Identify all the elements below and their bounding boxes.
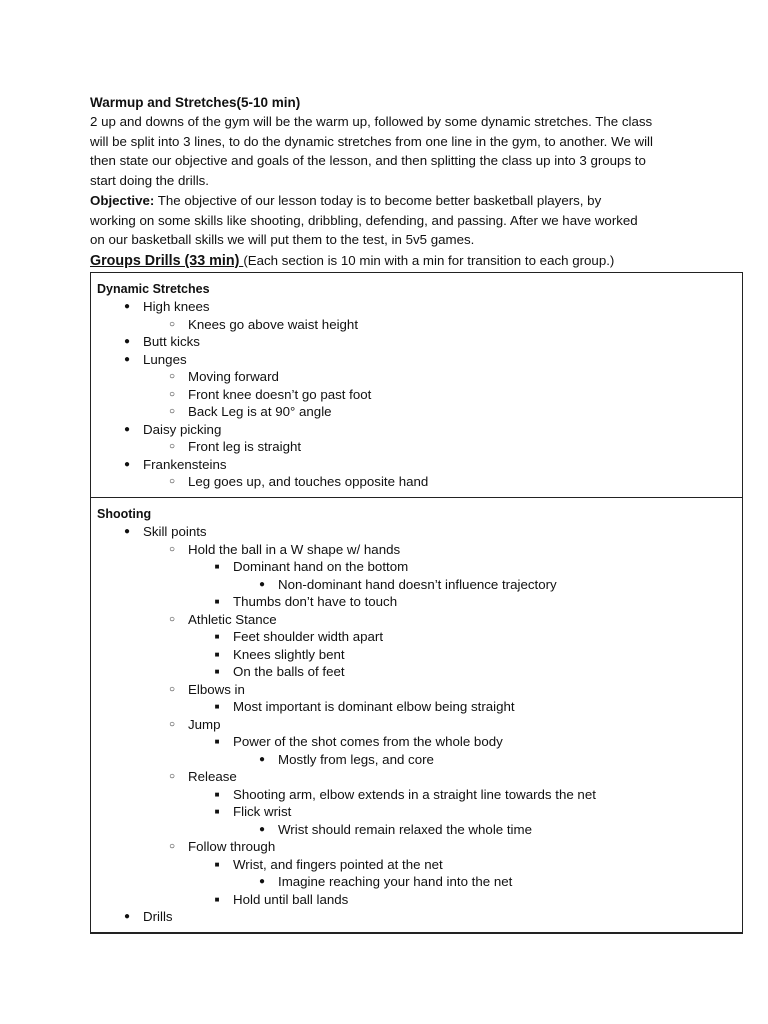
list-item — [97, 873, 736, 891]
list-item-text: Mostly from legs, and core — [278, 751, 434, 767]
list-item-text: Lunges — [143, 351, 187, 367]
warmup-heading: Warmup and Stretches(5-10 min) — [90, 95, 301, 110]
list-item — [97, 558, 736, 576]
list-item-text: Front knee doesn’t go past foot — [188, 386, 372, 402]
list-item-text: Back Leg is at 90° angle — [188, 404, 332, 420]
bullet-icon: ● — [123, 423, 131, 435]
list-item-text: Hold until ball lands — [233, 891, 349, 907]
bullet-icon: ■ — [214, 597, 220, 607]
objective-line: working on some skills like shooting, dribbling, defending, and passing. After we have worked — [90, 212, 638, 228]
list-item-text: Drills — [143, 909, 173, 925]
list-item-text: Thumbs don’t have to touch — [233, 594, 398, 610]
warmup-line: 2 up and downs of the gym will be the warm up, followed by some dynamic stretches. The class — [90, 114, 653, 129]
list-item — [97, 908, 736, 926]
list-item-text: Release — [188, 769, 237, 785]
list-item-text: Most important is dominant elbow being straight — [233, 699, 515, 715]
bullet-icon: ■ — [214, 737, 220, 747]
objective-label: Objective: — [90, 192, 155, 208]
bullet-icon: ■ — [214, 667, 220, 677]
drills-table — [90, 272, 743, 934]
list-item-text: Knees slightly bent — [233, 646, 345, 662]
list-item-text: Leg goes up, and touches opposite hand — [188, 474, 429, 490]
list-item-text: On the balls of feet — [233, 664, 345, 680]
list-item-text: Non-dominant hand doesn’t influence trajectory — [278, 576, 557, 592]
bullet-icon: ● — [123, 526, 131, 538]
list-item — [97, 856, 736, 874]
objective-text: The objective of our lesson today is to become better basketball players, by — [154, 192, 602, 208]
bullet-icon: ○ — [168, 683, 176, 695]
list-item-text: Elbows in — [188, 681, 245, 697]
list-item — [97, 681, 736, 699]
list-item — [97, 663, 736, 681]
list-item — [97, 751, 736, 769]
bullet-icon: ● — [123, 911, 131, 923]
bullet-icon: ■ — [214, 807, 220, 817]
list-item-text: Wrist should remain relaxed the whole time — [278, 821, 532, 837]
warmup-line: then state our objective and goals of the lesson, and then splitting the class up into 3 groups to — [90, 153, 646, 169]
bullet-icon: ○ — [168, 371, 176, 383]
list-item — [97, 768, 736, 786]
bullet-icon: ● — [123, 353, 131, 365]
objective-line — [90, 191, 744, 211]
shooting-list — [97, 523, 736, 926]
bullet-icon: ● — [258, 753, 266, 765]
list-item-text: Imagine reaching your hand into the net — [278, 874, 513, 890]
dynamic-stretches-cell — [91, 272, 743, 497]
list-item-text: Athletic Stance — [188, 611, 277, 627]
section-title: Shooting — [97, 506, 152, 521]
list-item — [97, 541, 736, 559]
bullet-icon: ○ — [168, 841, 176, 853]
list-item-text: Dominant hand on the bottom — [233, 559, 409, 575]
warmup-line: start doing the drills. — [90, 173, 209, 189]
bullet-icon: ○ — [168, 613, 176, 625]
list-item — [97, 716, 736, 734]
groups-drills-title: Groups Drills (33 min) — [90, 252, 244, 269]
bullet-icon: ● — [258, 823, 266, 835]
section-title: Dynamic Stretches — [97, 281, 210, 296]
list-item — [97, 891, 736, 909]
bullet-icon: ○ — [168, 406, 176, 418]
bullet-icon: ○ — [168, 543, 176, 555]
list-item — [97, 438, 736, 456]
bullet-icon: ○ — [168, 318, 176, 330]
objective-line: on our basketball skills we will put them to the test, in 5v5 games. — [90, 232, 475, 248]
list-item-text: Hold the ball in a W shape w/ hands — [188, 541, 401, 557]
list-item — [97, 733, 736, 751]
list-item-text: High knees — [143, 299, 210, 315]
bullet-icon: ■ — [214, 562, 220, 572]
bullet-icon: ○ — [168, 476, 176, 488]
list-item-text: Wrist, and fingers pointed at the net — [233, 856, 443, 872]
bullet-icon: ● — [123, 301, 131, 313]
list-item — [97, 838, 736, 856]
list-item-text: Flick wrist — [233, 804, 292, 820]
list-item — [97, 698, 736, 716]
list-item — [97, 316, 736, 334]
list-item-text: Daisy picking — [143, 421, 222, 437]
list-item — [97, 786, 736, 804]
list-item — [97, 628, 736, 646]
bullet-icon: ○ — [168, 388, 176, 400]
list-item — [97, 368, 736, 386]
list-item-text: Moving forward — [188, 369, 279, 385]
bullet-icon: ● — [123, 336, 131, 348]
list-item — [97, 351, 736, 369]
groups-drills-heading — [90, 251, 744, 271]
list-item — [97, 803, 736, 821]
warmup-paragraph — [90, 112, 744, 191]
document-page — [90, 94, 744, 934]
table-row — [91, 497, 743, 933]
dynamic-stretches-list — [97, 298, 736, 491]
list-item — [97, 523, 736, 541]
bullet-icon: ● — [123, 458, 131, 470]
list-item — [97, 333, 736, 351]
bullet-icon: ■ — [214, 632, 220, 642]
bullet-icon: ■ — [214, 859, 220, 869]
list-item — [97, 386, 736, 404]
list-item — [97, 421, 736, 439]
list-item — [97, 611, 736, 629]
warmup-line: will be split into 3 lines, to do the dynamic stretches from one line in the gym, to another. We will — [90, 133, 653, 149]
list-item-text: Shooting arm, elbow extends in a straight line towards the net — [233, 786, 596, 802]
bullet-icon: ○ — [168, 441, 176, 453]
bullet-icon: ○ — [168, 718, 176, 730]
bullet-icon: ■ — [214, 649, 220, 659]
list-item — [97, 821, 736, 839]
bullet-icon: ● — [258, 876, 266, 888]
list-item-text: Frankensteins — [143, 456, 227, 472]
list-item-text: Butt kicks — [143, 334, 200, 350]
list-item — [97, 593, 736, 611]
list-item-text: Knees go above waist height — [188, 316, 359, 332]
list-item-text: Jump — [188, 716, 221, 732]
list-item — [97, 456, 736, 474]
table-row — [91, 272, 743, 497]
list-item — [97, 473, 736, 491]
list-item-text: Follow through — [188, 839, 276, 855]
list-item — [97, 576, 736, 594]
list-item-text: Skill points — [143, 524, 207, 540]
list-item-text: Front leg is straight — [188, 439, 302, 455]
list-item — [97, 646, 736, 664]
bullet-icon: ■ — [214, 894, 220, 904]
list-item — [97, 403, 736, 421]
list-item — [97, 298, 736, 316]
bullet-icon: ○ — [168, 771, 176, 783]
objective-paragraph — [90, 191, 744, 250]
list-item-text: Feet shoulder width apart — [233, 629, 384, 645]
groups-drills-note: (Each section is 10 min with a min for transition to each group.) — [243, 252, 615, 268]
bullet-icon: ■ — [214, 789, 220, 799]
list-item-text: Power of the shot comes from the whole body — [233, 734, 503, 750]
bullet-icon: ● — [258, 578, 266, 590]
bullet-icon: ■ — [214, 702, 220, 712]
shooting-cell — [91, 497, 743, 933]
